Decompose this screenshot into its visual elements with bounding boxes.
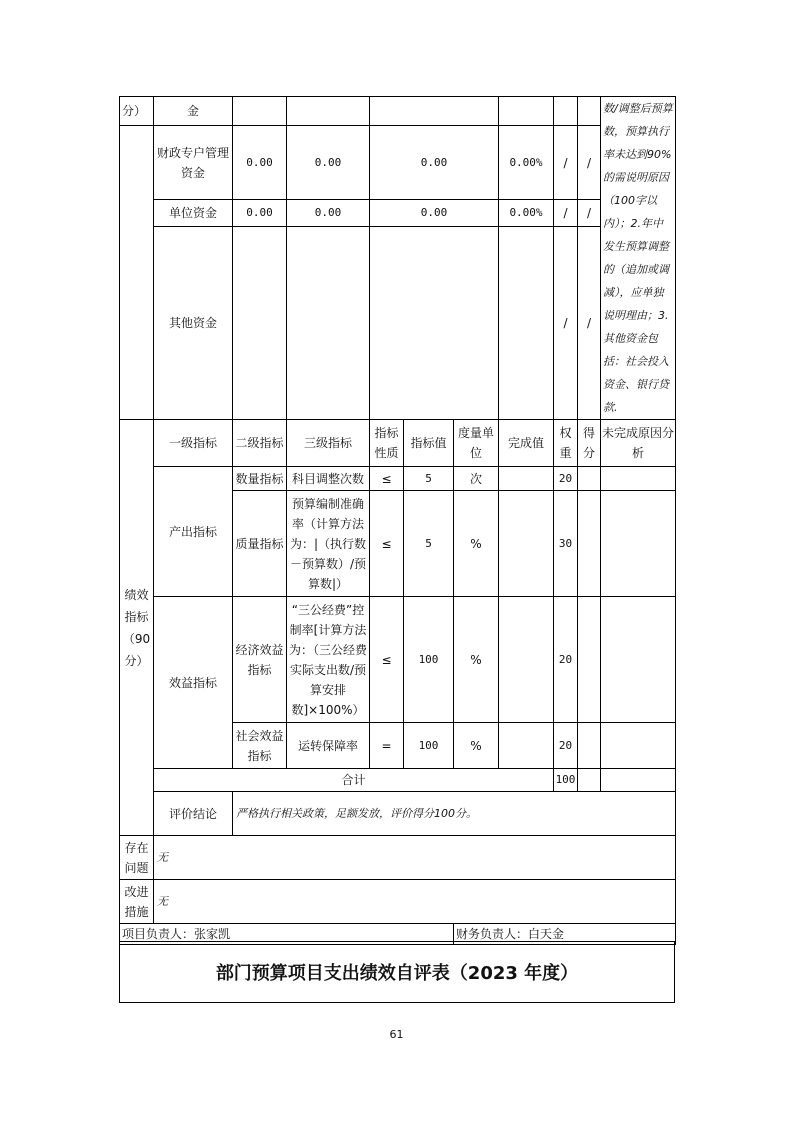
project-lead: 项目负责人：张家凯 [120, 924, 454, 945]
conclusion-label: 评价结论 [154, 792, 233, 836]
header-level2: 二级指标 [233, 420, 287, 467]
header-score: 得分 [578, 420, 601, 467]
problems-text: 无 [154, 836, 676, 880]
header-nature: 指标性质 [370, 420, 404, 467]
output-indicator-label: 产出指标 [154, 467, 233, 597]
conclusion-row [120, 792, 676, 836]
fund-fragment: 金 [154, 97, 233, 126]
form-title: 部门预算项目支出绩效自评表（2023 年度） [215, 963, 579, 984]
indicator-row: 产出指标 数量指标 科目调整次数 ≤ 5 次 20 [120, 467, 676, 491]
finance-lead: 财务负责人：白天金 [454, 924, 676, 945]
header-value: 指标值 [404, 420, 454, 467]
fund-top-row [120, 97, 676, 126]
problems-row [120, 836, 676, 880]
header-level1: 一级指标 [154, 420, 233, 467]
problems-label: 存在问题 [120, 836, 154, 880]
score-fragment: 分） [120, 97, 154, 126]
indicator-row: 质量指标 预算编制准确率（计算方法为：|（执行数－预算数）/预算数|） ≤ 5 % 30 [120, 491, 676, 597]
total-row [120, 769, 676, 792]
fund-name: 单位资金 [154, 200, 233, 227]
header-unit: 度量单位 [454, 420, 499, 467]
fund-name: 其他资金 [154, 227, 233, 420]
measures-row [120, 880, 676, 924]
measures-label: 改进措施 [120, 880, 154, 924]
conclusion-text: 严格执行相关政策，足额发放，评价得分100分。 [233, 792, 676, 836]
benefit-indicator-label: 效益指标 [154, 597, 233, 769]
form-title-box [119, 941, 675, 1003]
indicator-row: 社会效益指标 运转保障率 = 100 % 20 [120, 723, 676, 769]
fund-row: 单位资金 0.00 0.00 0.00 0.00% / / [120, 200, 676, 227]
perf-label: 绩效指标（90分） [120, 420, 154, 836]
fund-row: 财政专户管理资金 0.00 0.00 0.00 0.00% / / [120, 126, 676, 200]
total-weight: 100 [554, 769, 578, 792]
page-number: 61 [389, 1028, 404, 1041]
header-level3: 三级指标 [287, 420, 370, 467]
perf-header-row [120, 420, 676, 467]
performance-table [119, 96, 676, 945]
measures-text: 无 [154, 880, 676, 924]
fund-row: 其他资金 / / [120, 227, 676, 420]
fund-name: 财政专户管理资金 [154, 126, 233, 200]
indicator-row: 效益指标 经济效益指标 “三公经费”控制率[计算方法为：（三公经费实际支出数/预算安排数]×100%） ≤ 100 % 20 [120, 597, 676, 723]
header-weight: 权重 [554, 420, 578, 467]
header-reason: 未完成原因分析 [601, 420, 676, 467]
total-label: 合计 [154, 769, 554, 792]
header-actual: 完成值 [499, 420, 554, 467]
fund-note: 数/调整后预算数，预算执行率未达到90%的需说明原因（100字以内）；2.年中发生预算调整的（追加或调减），应单独说明理由；3.其他资金包括：社会投入资金、银行贷款. [601, 97, 676, 420]
